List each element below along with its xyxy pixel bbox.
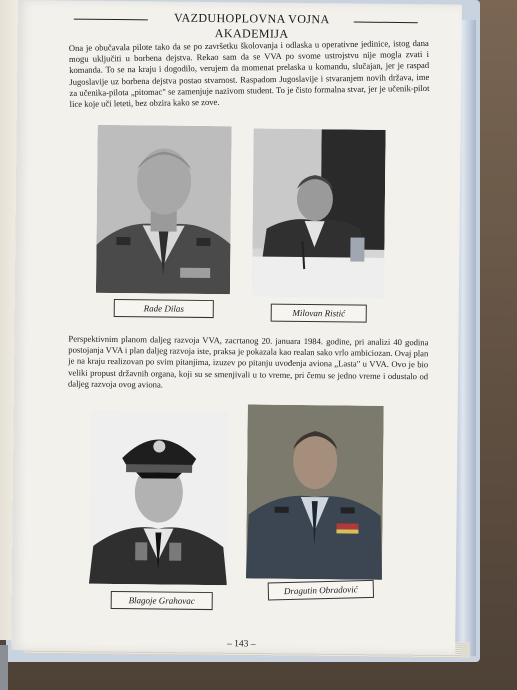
- running-header: VAZDUHOPLOVNA VOJNA AKADEMIJA: [173, 10, 330, 41]
- portrait-photo-dragutin-obradovic: [246, 404, 384, 579]
- portrait-image: [252, 128, 386, 297]
- bookmark-ribbon: [0, 645, 8, 690]
- portrait-photo-milovan-ristic: [252, 128, 386, 297]
- portrait-photo-rade-dilas: [96, 125, 232, 294]
- header-rule-left: [74, 19, 148, 21]
- header-rule-right: [354, 22, 418, 24]
- book-page: [11, 0, 462, 655]
- paragraph-second: Perspektivnim planom daljeg razvoja VVA, zacrtanog 20. januara 1984. godine, pri analizi 40 godina postojanja VVA i plan daljeg razvoja iste, praksa je pokazala kao realan sako vrlo ambiciozan. Ovaj plan je na kraju realizovan po svim pitanjima, izuzev po pitanju uvođenja aviona „Lasta" u VVA. Ovo je bio veliki propust državnih organa, koji su se smenjivali u to vreme, pri čemu se jedno vreme i odustalo od daljeg razvoja ovog aviona.: [67, 333, 429, 390]
- paragraph-first: Ona je obučavala pilote tako da se po završetku školovanja i odlaska u operativne jedinice, istog dana mogu uključiti u borbena dejstva. Rekao sam da se VVA po svome ustrojstvu nije mogla zvati i komanda. To se na kraju i dogodilo, verujem da momenat prelaska u komandu, slučajan, jer je raspad Jugoslavije uz borbena dejstva postao stvarnost. Raspadom Jugoslavije i stvaranjem novih država, ime za učenika-pilota „pitomac" se zamenjuje nazivom student. To je čisto formalna stvar, jer je učenik-pilot lice koje uči leteti, bez obzira kako se zove.: [68, 37, 430, 109]
- portrait-image: [246, 404, 384, 579]
- portrait-photo-blagoje-grahovac: [89, 410, 229, 585]
- caption-milovan-ristic: Milovan Ristić: [271, 304, 367, 323]
- caption-dragutin-obradovic: Dragutin Obradović: [268, 580, 374, 601]
- portrait-image: [89, 410, 229, 585]
- caption-rade-dilas: Rade Dilas: [114, 299, 214, 318]
- caption-blagoje-grahovac: Blagoje Grahovac: [111, 591, 213, 610]
- portrait-image: [96, 125, 232, 294]
- page-number: – 143 –: [226, 639, 256, 650]
